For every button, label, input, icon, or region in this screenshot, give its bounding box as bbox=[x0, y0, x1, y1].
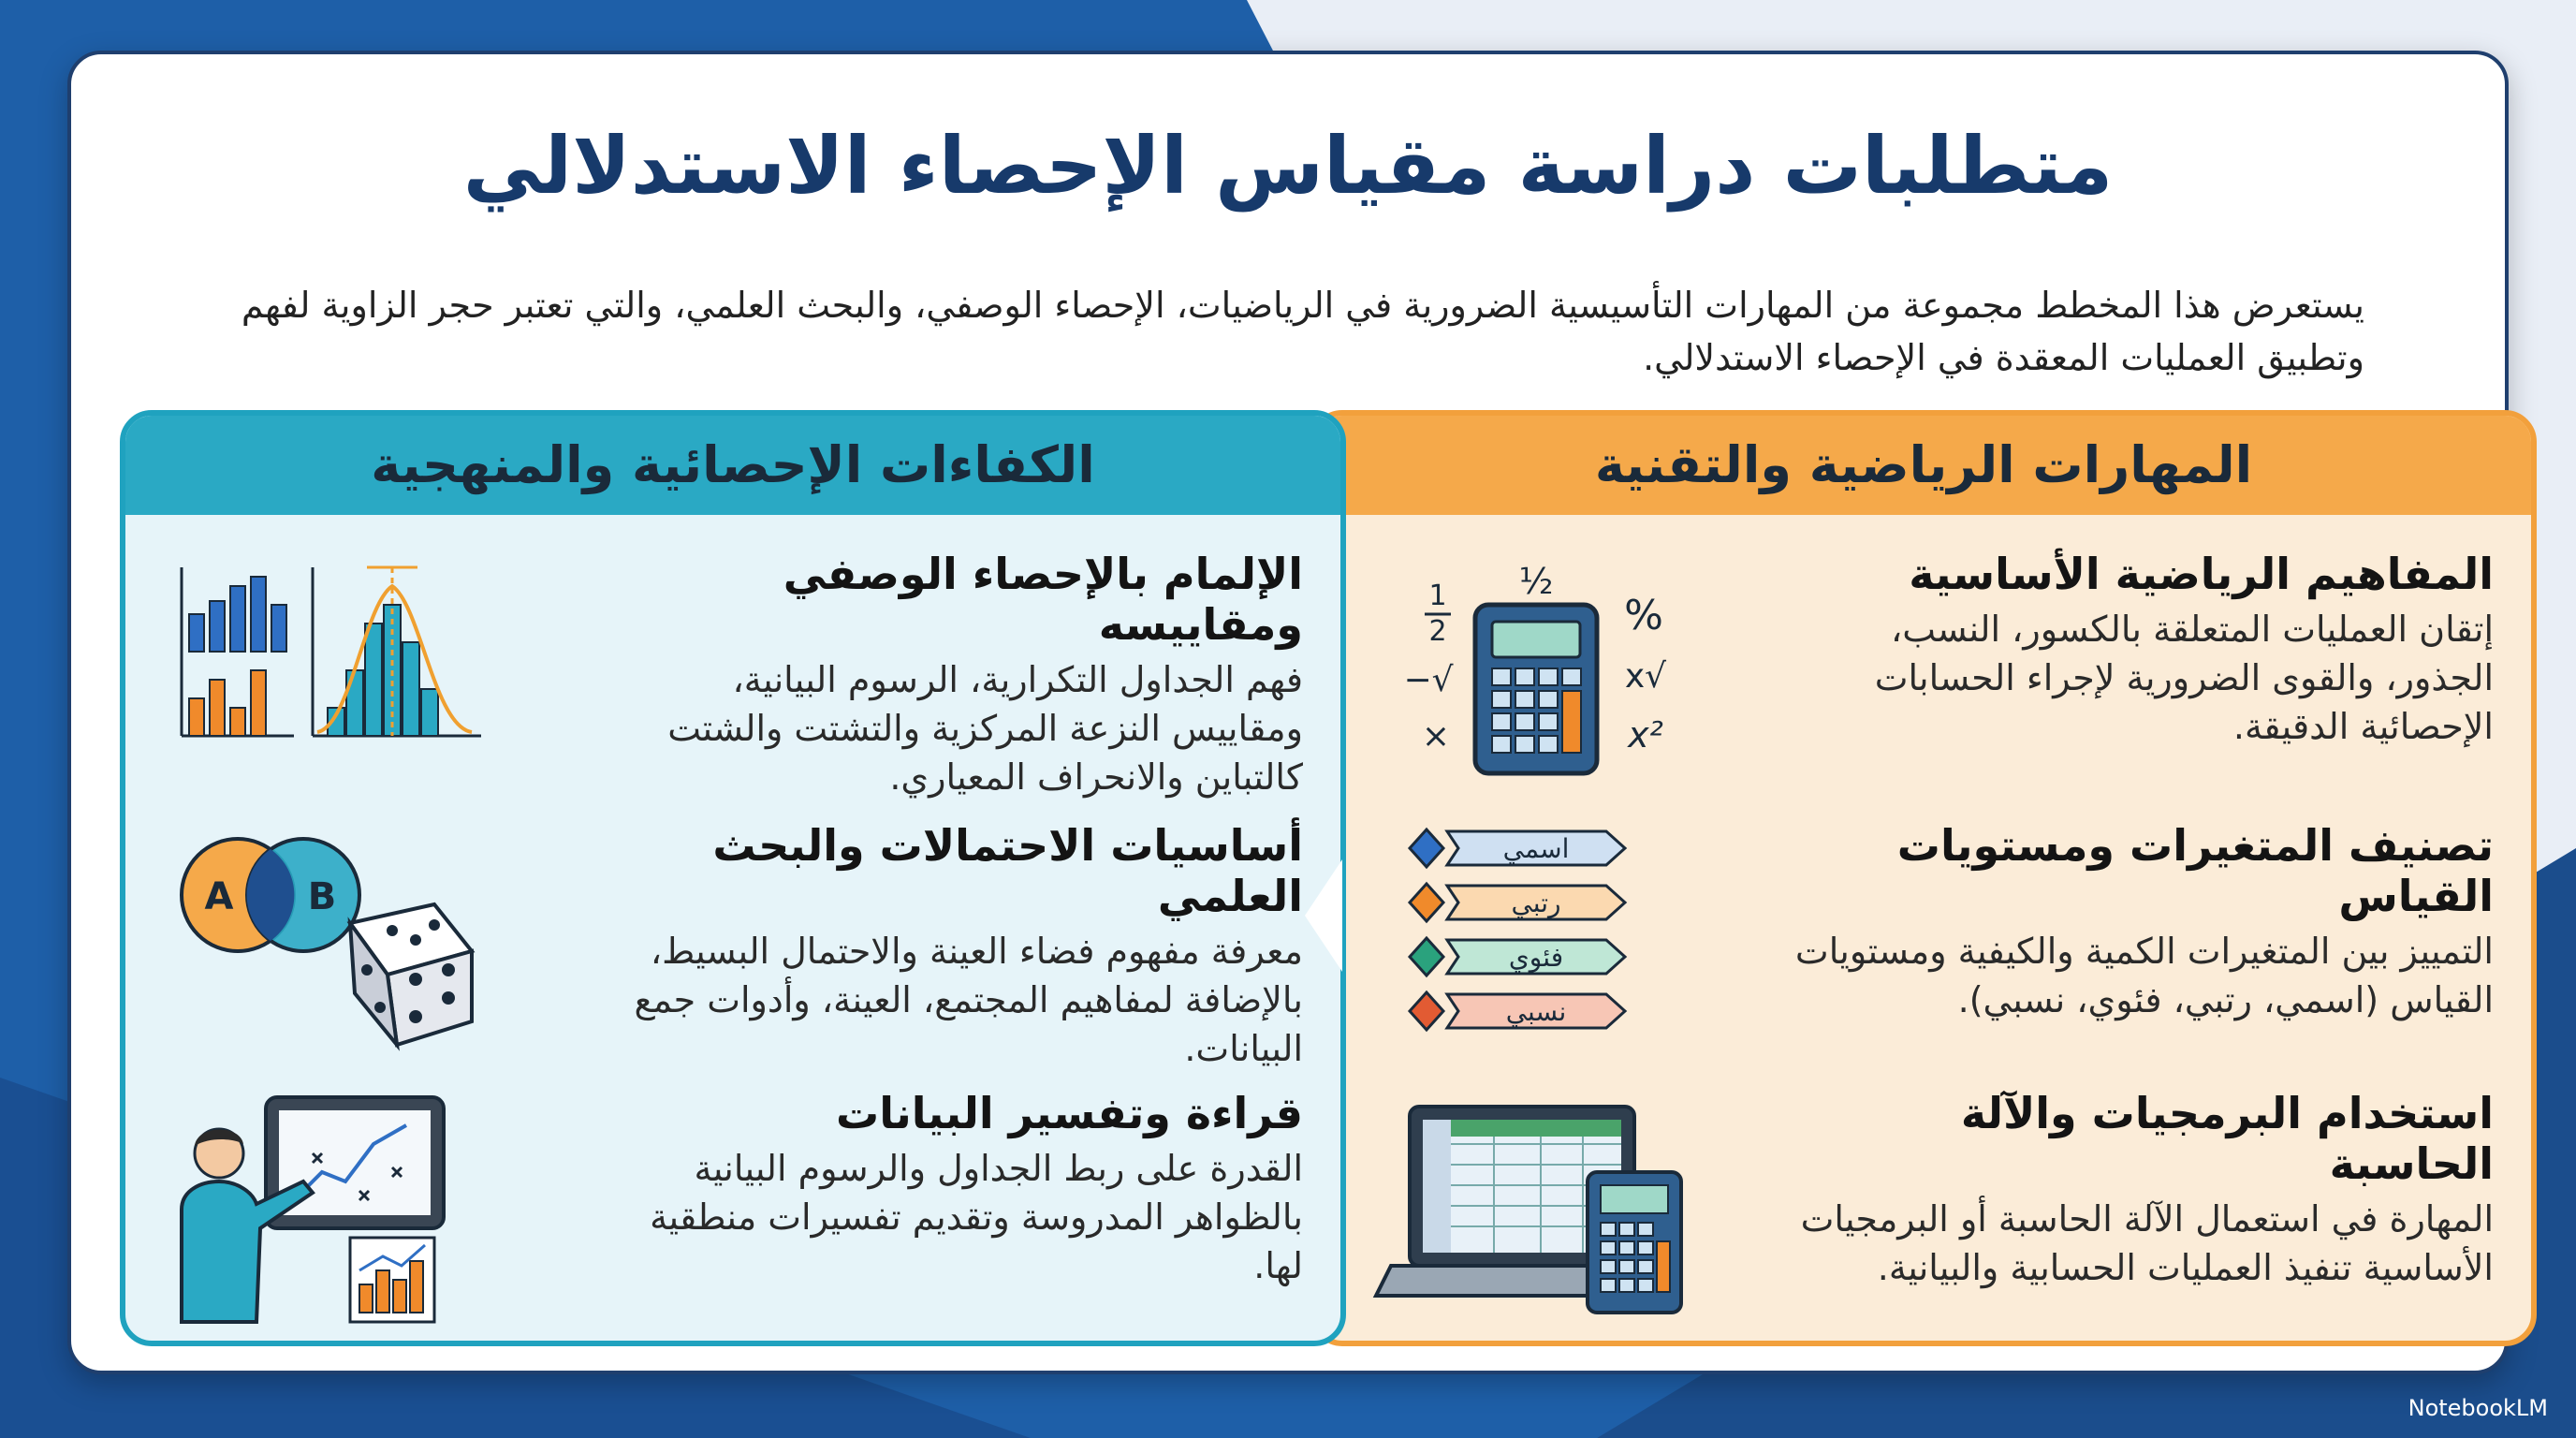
intro-text: يستعرض هذا المخطط مجموعة من المهارات التأسيسية الضرورية في الرياضيات، الإحصاء الوصفي، والبحث العلمي، والتي تعتبر حجر الزاوية لفهم وتطبيق العمليات المعقدة في الإحصاء الاستدلالي. bbox=[241, 285, 2364, 378]
venn-label-b: B bbox=[307, 875, 337, 918]
panel-title: الكفاءات الإحصائية والمنهجية bbox=[125, 416, 1340, 515]
item-text bbox=[592, 1088, 1303, 1290]
item-math-concepts bbox=[1354, 549, 2494, 820]
stat-methodology-panel bbox=[120, 410, 1346, 1346]
item-title: المفاهيم الرياضية الأساسية bbox=[1909, 549, 2494, 599]
fraction-num-label: 1 bbox=[1428, 580, 1447, 612]
item-desc: معرفة مفهوم فضاء العينة والاحتمال البسيط، بالإضافة لمفاهيم المجتمع، العينة، وأدوات جمع البيانات. bbox=[634, 931, 1303, 1069]
item-title: قراءة وتفسير البيانات bbox=[835, 1088, 1303, 1138]
item-text bbox=[592, 820, 1303, 1073]
level-row bbox=[1410, 938, 1625, 976]
level-label: اسمي bbox=[1502, 833, 1570, 864]
item-title: الإلمام بالإحصاء الوصفي ومقاييسه bbox=[783, 549, 1303, 650]
root-label: √− bbox=[1403, 661, 1454, 699]
item-software-calculator bbox=[1354, 1088, 2494, 1346]
item-text bbox=[1782, 820, 2494, 1024]
item-text bbox=[592, 549, 1303, 801]
panel-title: المهارات الرياضية والتقنية bbox=[1316, 416, 2531, 515]
percent-label: % bbox=[1624, 592, 1663, 639]
item-desc: القدرة على ربط الجداول والرسوم البيانية بالظواهر المدروسة وتقديم تفسيرات منطقية لها. bbox=[650, 1148, 1303, 1286]
item-probability-research bbox=[163, 820, 1303, 1092]
item-desc: التمييز بين المتغيرات الكمية والكيفية ومستويات القياس (اسمي، رتبي، فئوي، نسبي). bbox=[1794, 931, 2494, 1020]
level-label: نسبي bbox=[1505, 996, 1567, 1027]
infographic-card bbox=[67, 51, 2509, 1374]
calculator-math-icon bbox=[1354, 549, 1728, 792]
item-descriptive-stats bbox=[163, 549, 1303, 820]
venn-dice-icon bbox=[163, 820, 537, 1064]
half-label: ½ bbox=[1518, 561, 1554, 602]
panel-body bbox=[125, 515, 1340, 1341]
item-desc: فهم الجداول التكرارية، الرسوم البيانية، ومقاييس النزعة المركزية والتشتت والشتت كالتباين والانحراف المعياري. bbox=[667, 659, 1303, 798]
times-label: × bbox=[1421, 717, 1451, 756]
level-row bbox=[1410, 884, 1625, 921]
presenter-chart-icon bbox=[163, 1088, 537, 1331]
level-row bbox=[1410, 829, 1625, 867]
x-squared-label: x² bbox=[1628, 714, 1663, 756]
item-text bbox=[1782, 1088, 2494, 1292]
brand-label: NotebookLM bbox=[2408, 1395, 2548, 1421]
fraction-den-label: 2 bbox=[1428, 615, 1447, 648]
item-desc: المهارة في استعمال الآلة الحاسبة أو البرمجيات الأساسية تنفيذ العمليات الحسابية والبيانية. bbox=[1800, 1198, 2494, 1288]
page-title: متطلبات دراسة مقياس الإحصاء الاستدلالي bbox=[462, 120, 2114, 212]
item-variables-levels bbox=[1354, 820, 2494, 1092]
level-row bbox=[1410, 992, 1625, 1030]
math-tech-skills-panel bbox=[1310, 410, 2537, 1346]
item-title: استخدام البرمجيات والآلة الحاسبة bbox=[1960, 1088, 2494, 1189]
item-desc: إتقان العمليات المتعلقة بالكسور، النسب، الجذور، والقوى الضرورية لإجراء الحسابات الإحصائية الدقيقة. bbox=[1874, 609, 2494, 747]
venn-label-a: A bbox=[204, 875, 234, 918]
panel-body bbox=[1316, 515, 2531, 1341]
level-label: رتبي bbox=[1511, 888, 1561, 918]
item-data-interpretation bbox=[163, 1088, 1303, 1346]
root-x-label: √x bbox=[1624, 657, 1667, 696]
item-title: تصنيف المتغيرات ومستويات القياس bbox=[1896, 820, 2494, 921]
measurement-levels-icon bbox=[1354, 820, 1728, 1064]
level-label: فئوي bbox=[1508, 942, 1564, 973]
histogram-normal-curve-icon bbox=[163, 549, 537, 792]
item-text bbox=[1782, 549, 2494, 751]
item-title: أساسيات الاحتمالات والبحث العلمي bbox=[712, 820, 1303, 921]
laptop-calculator-icon bbox=[1354, 1088, 1728, 1331]
